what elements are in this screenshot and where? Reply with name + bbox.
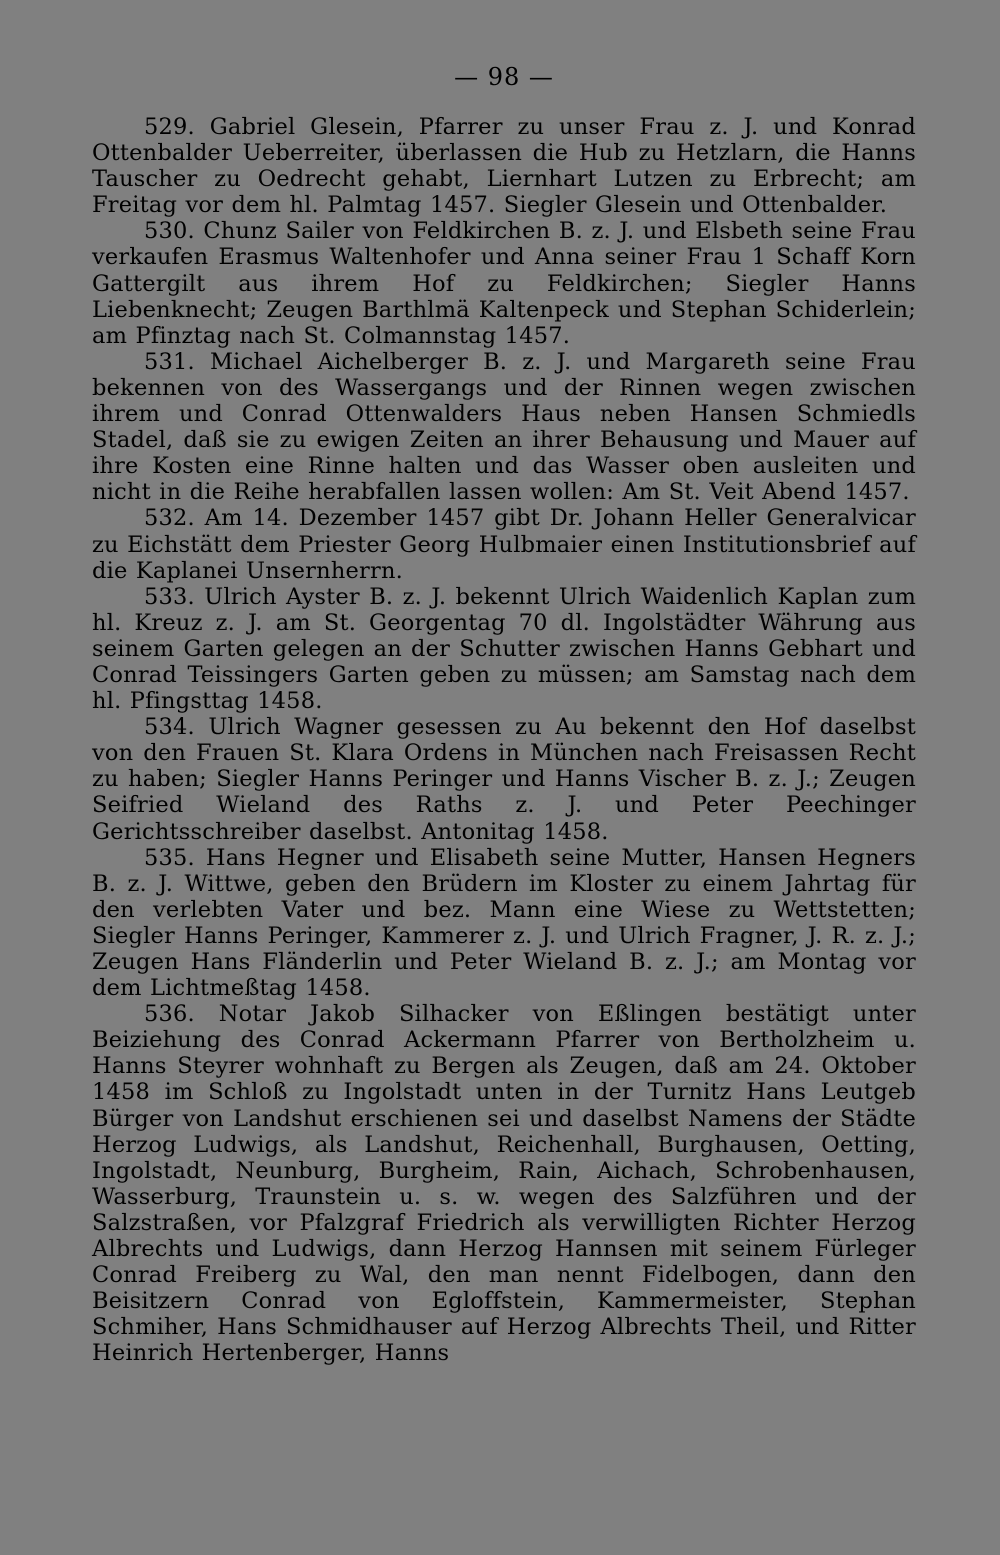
entry-530: 530. Chunz Sailer von Feldkirchen B. z. J. und Elsbeth seine Frau verkaufen Erasmus Waltenhofer und Anna seiner Frau 1 Schaff Korn Gattergilt aus ihrem Hof zu Feldkirchen; Siegler Hanns Liebenknecht; Zeugen Barthlmä Kaltenpeck und Stephan Schiderlein; am Pfinztag nach St. Colmannstag 1457. <box>92 218 916 349</box>
entry-536: 536. Notar Jakob Silhacker von Eßlingen bestätigt unter Beiziehung des Conrad Ackermann Pfarrer von Bertholzheim u. Hanns Steyrer wohnhaft zu Bergen als Zeugen, daß am 24. Oktober 1458 im Schloß zu Ingolstadt unten in der Turnitz Hans Leutgeb Bürger von Landshut erschienen sei und daselbst Namens der Städte Herzog Ludwigs, als Landshut, Reichenhall, Burghausen, Oetting, Ingolstadt, Neunburg, Burgheim, Rain, Aichach, Schrobenhausen, Wasserburg, Traunstein u. s. w. wegen des Salzführen und der Salzstraßen, vor Pfalzgraf Friedrich als verwilligten Richter Herzog Albrechts und Ludwigs, dann Herzog Hannsen mit seinem Fürleger Conrad Freiberg zu Wal, den man nennt Fidelbogen, dann den Beisitzern Conrad von Egloffstein, Kammermeister, Stephan Schmiher, Hans Schmidhauser auf Herzog Albrechts Theil, und Ritter Heinrich Hertenberger, Hanns <box>92 1001 916 1367</box>
entry-534: 534. Ulrich Wagner gesessen zu Au bekennt den Hof daselbst von den Frauen St. Klara Ordens in München nach Freisassen Recht zu haben; Siegler Hanns Peringer und Hanns Vischer B. z. J.; Zeugen Seifried Wieland des Raths z. J. und Peter Peechinger Gerichtsschreiber daselbst. Antonitag 1458. <box>92 714 916 845</box>
entry-531: 531. Michael Aichelberger B. z. J. und Margareth seine Frau bekennen von des Wassergangs und der Rinnen wegen zwischen ihrem und Conrad Ottenwalders Haus neben Hansen Schmiedls Stadel, daß sie zu ewigen Zeiten an ihrer Behausung und Mauer auf ihre Kosten eine Rinne halten und das Wasser oben ausleiten und nicht in die Reihe herabfallen lassen wollen: Am St. Veit Abend 1457. <box>92 348 916 506</box>
entry-532: 532. Am 14. Dezember 1457 gibt Dr. Johann Heller Generalvicar zu Eichstätt dem Priester Georg Hulbmaier einen Institutionsbrief auf die Kaplanei Unsernherrn. <box>92 505 916 584</box>
entry-529: 529. Gabriel Glesein, Pfarrer zu unser Frau z. J. und Konrad Ottenbalder Ueberreiter, überlassen die Hub zu Hetzlarn, die Hanns Tauscher zu Oedrecht gehabt, Liernhart Lutzen zu Erbrecht; am Freitag vor dem hl. Palmtag 1457. Siegler Glesein und Ottenbalder. <box>92 114 916 219</box>
entries-list <box>92 114 916 1367</box>
page-number: — 98 — <box>454 63 554 91</box>
entry-535: 535. Hans Hegner und Elisabeth seine Mutter, Hansen Hegners B. z. J. Wittwe, geben den Brüdern im Kloster zu einem Jahrtag für den verlebten Vater und bez. Mann eine Wiese zu Wettstetten; Siegler Hanns Peringer, Kammerer z. J. und Ulrich Fragner, J. R. z. J.; Zeugen Hans Fländerlin und Peter Wieland B. z. J.; am Montag vor dem Lichtmeßtag 1458. <box>92 844 916 1002</box>
entry-533: 533. Ulrich Ayster B. z. J. bekennt Ulrich Waidenlich Kaplan zum hl. Kreuz z. J. am St. Georgentag 70 dl. Ingolstädter Währung aus seinem Garten gelegen an der Schutter zwischen Hanns Gebhart und Conrad Teissingers Garten geben zu müssen; am Samstag nach dem hl. Pfingsttag 1458. <box>92 583 916 715</box>
